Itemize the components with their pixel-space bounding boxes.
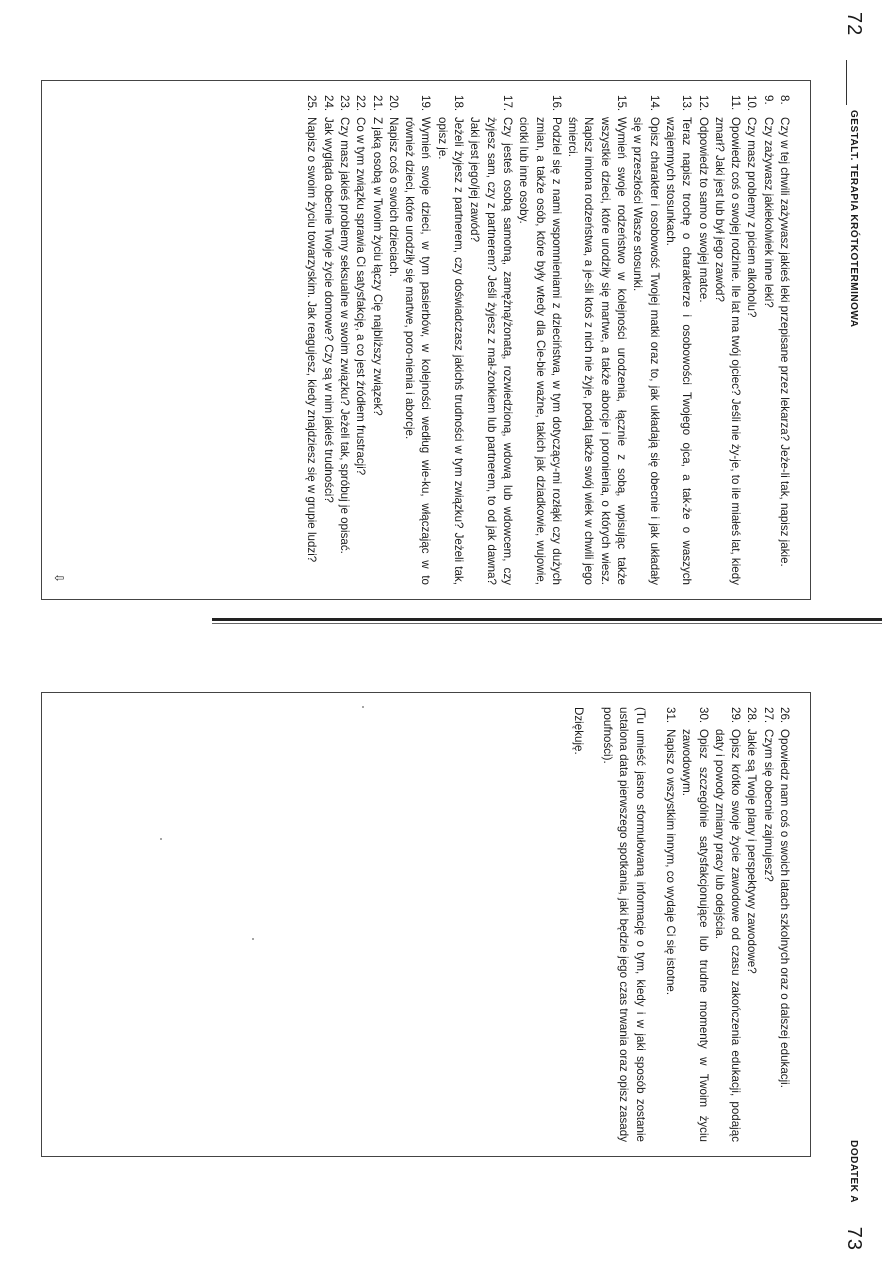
- question-item: [743, 95, 759, 585]
- question-number: 28.: [745, 707, 759, 724]
- question-text: Napisz o swoim życiu towarzyskim. Jak reagujesz, kiedy znajdziesz się w grupie ludzi?: [305, 117, 319, 563]
- question-item: [776, 95, 792, 585]
- question-number: 15.: [615, 95, 629, 112]
- question-text: Napisz coś o swoich dzieciach.: [386, 117, 400, 277]
- running-head: GESTALT. TERAPIA KRÓTKOTERMINOWA: [848, 110, 859, 328]
- question-text: Opisz charakter i osobowość Twojej matki oraz to, jak układają się obecnie i jak układały się w przeszłości Wasze stosunki.: [631, 117, 661, 585]
- question-text: Co w tym związku sprawia Ci satysfakcję, a co jest źródłem frustracji?: [354, 117, 368, 476]
- question-number: 14.: [647, 95, 661, 112]
- page-number: 73: [843, 1226, 865, 1251]
- question-number: 19.: [419, 95, 433, 112]
- question-text: Z jaką osobą w Twoim życiu łączy Cię najbliższy związek?: [370, 117, 384, 416]
- question-item: [711, 707, 744, 1142]
- question-text: Opisz szczególnie satysfakcjonujące lub trudne momenty w Twoim życiu zawodowym.: [680, 729, 710, 1142]
- question-text: Czy zażywasz jakiekolwiek inne leki?: [761, 117, 775, 308]
- continue-arrow-icon: ⇩: [52, 572, 66, 583]
- question-item: [662, 707, 678, 1142]
- question-text: Napisz o wszystkim innym, co wydaje Ci się istotne.: [663, 729, 677, 996]
- question-item: [466, 95, 515, 585]
- question-number: 17.: [500, 95, 514, 112]
- page-73-content: [20, 640, 873, 1263]
- question-number: 27.: [761, 707, 775, 724]
- question-item: [629, 95, 662, 585]
- question-item: [776, 707, 792, 1142]
- question-item: [336, 95, 352, 585]
- question-number: 9.: [761, 95, 775, 105]
- question-number: 16.: [549, 95, 563, 112]
- question-number: 24.: [321, 95, 335, 112]
- question-text: Opowiedz nam coś o swoich latach szkolnych oraz o dalszej edukacji.: [778, 729, 791, 1088]
- question-text: Opisz krótko swoje życie zawodowe od czasu zakończenia edukacji, podając daty i powody zmiany pracy lub odejścia.: [712, 729, 743, 1142]
- page-divider-thin: [212, 623, 882, 624]
- question-number: 8.: [778, 95, 791, 105]
- question-number: 25.: [305, 95, 319, 112]
- question-text: Czy jesteś osobą samotną, zamężną/żonatą, rozwiedzioną, wdową lub wdowcem, czy żyjesz sam, czy z partnerem? Jeśli żyjesz z mał-żonkiem lub partnerem, to od jak dawna? Jaki jest jego/jej zawód?: [468, 117, 514, 585]
- question-number: 18.: [452, 95, 466, 112]
- question-text: Czy masz jakieś problemy seksualne w swoim związku? Jeżeli tak, spróbuj je opisać.: [337, 117, 351, 554]
- question-number: 21.: [370, 95, 384, 112]
- questionnaire-box: [41, 692, 811, 1157]
- question-text: Podziel się z nami wspomnieniami z dzieciństwa, w tym dotyczący-mi rozłąki czy dużych zmian, a także osób, które były wtedy dla Cie-bie ważne, takich jak dziadkowie, wujowie, ciotki lub inne osoby.: [517, 117, 563, 585]
- question-number: 10.: [745, 95, 759, 112]
- question-item: [694, 95, 710, 585]
- question-text: Jeżeli żyjesz z partnerem, czy doświadczasz jakichś trudności w tym związku? Jeżeli tak, opisz je.: [435, 117, 466, 585]
- question-number: 11.: [729, 95, 743, 111]
- question-number: 12.: [696, 95, 710, 112]
- question-item: [385, 95, 401, 585]
- question-text: Jak wygląda obecnie Twoje życie domowe? Czy są w nim jakieś trudności?: [321, 117, 335, 503]
- question-text: Czy masz problemy z piciem alkoholu?: [745, 117, 759, 318]
- question-number: 13.: [680, 95, 694, 112]
- header-rule: [846, 60, 847, 105]
- question-text: Opowiedz coś o swojej rodzinie. Ile lat ma twój ojciec? Jeśli nie ży-je, to ile miałeś lat, kiedy zmarł? Jaki jest lub był jego zawód?: [712, 117, 743, 585]
- question-text: Wymień swoje dzieci, w tym pasierbów, w kolejności według wie-ku, włączając w to również dzieci, które urodziły się martwe, poro-nienia i aborcje.: [403, 117, 433, 585]
- question-text: Wymień swoje rodzeństwo w kolejności urodzenia, łącznie z sobą, wpisując także wszystkie dzieci, które urodziły się martwe, a także aborcje i poronienia, o których wiesz. Napisz imiona rodzeństwa, a je-śli ktoś z nich nie żyje, podaj także swój wiek w chwili jego śmierci.: [566, 117, 629, 585]
- instruction-note: (Tu umieść jasno sformułowaną informację o tym, kiedy i w jaki sposób zostanie ustalona data pierwszego spotkania, jaki będzie jego czas trwania oraz opisz zasady poufności).: [601, 707, 647, 1142]
- question-item: [711, 95, 744, 585]
- page-73: [20, 640, 873, 1263]
- question-text: Teraz napisz trochę o charakterze i osobowości Twojego ojca, a tak-że o waszych wzajemnych stosunkach.: [663, 117, 694, 585]
- question-text: Odpowiedz to samo o swojej matce.: [696, 117, 710, 303]
- closing-thanks: Dziękuję.: [571, 707, 585, 755]
- question-item: [352, 95, 368, 585]
- question-item: [515, 95, 564, 585]
- question-list: [293, 81, 810, 599]
- question-number: 20.: [386, 95, 400, 112]
- question-number: 23.: [337, 95, 351, 112]
- question-item: [303, 95, 319, 585]
- question-number: 29.: [729, 707, 743, 724]
- question-number: 22.: [354, 95, 368, 112]
- question-text: Jakie są Twoje plany i perspektywy zawodowe?: [745, 729, 759, 974]
- question-item: [368, 95, 384, 585]
- question-item: [759, 707, 775, 1142]
- question-number: 30.: [696, 707, 710, 724]
- question-text: Czy w tej chwili zażywasz jakieś leki przepisane przez lekarza? Jeże-li tak, napisz jakie.: [778, 117, 791, 567]
- question-list: [652, 693, 810, 1156]
- question-number: 31.: [663, 707, 677, 724]
- question-item: [401, 95, 434, 585]
- question-item: [678, 707, 711, 1142]
- question-item: [319, 95, 335, 585]
- question-item: [433, 95, 466, 585]
- question-item: [743, 707, 759, 1142]
- question-text: Czym się obecnie zajmujesz?: [761, 729, 775, 882]
- question-item: [759, 95, 775, 585]
- questionnaire-box: [41, 80, 811, 600]
- question-item: [662, 95, 695, 585]
- question-number: 26.: [778, 707, 791, 724]
- page-72: [20, 0, 873, 610]
- page-72-content: [20, 0, 873, 610]
- page-divider: [212, 618, 882, 621]
- page-number: 72: [843, 12, 865, 37]
- running-head: DODATEK A: [848, 1140, 859, 1203]
- question-item: [564, 95, 629, 585]
